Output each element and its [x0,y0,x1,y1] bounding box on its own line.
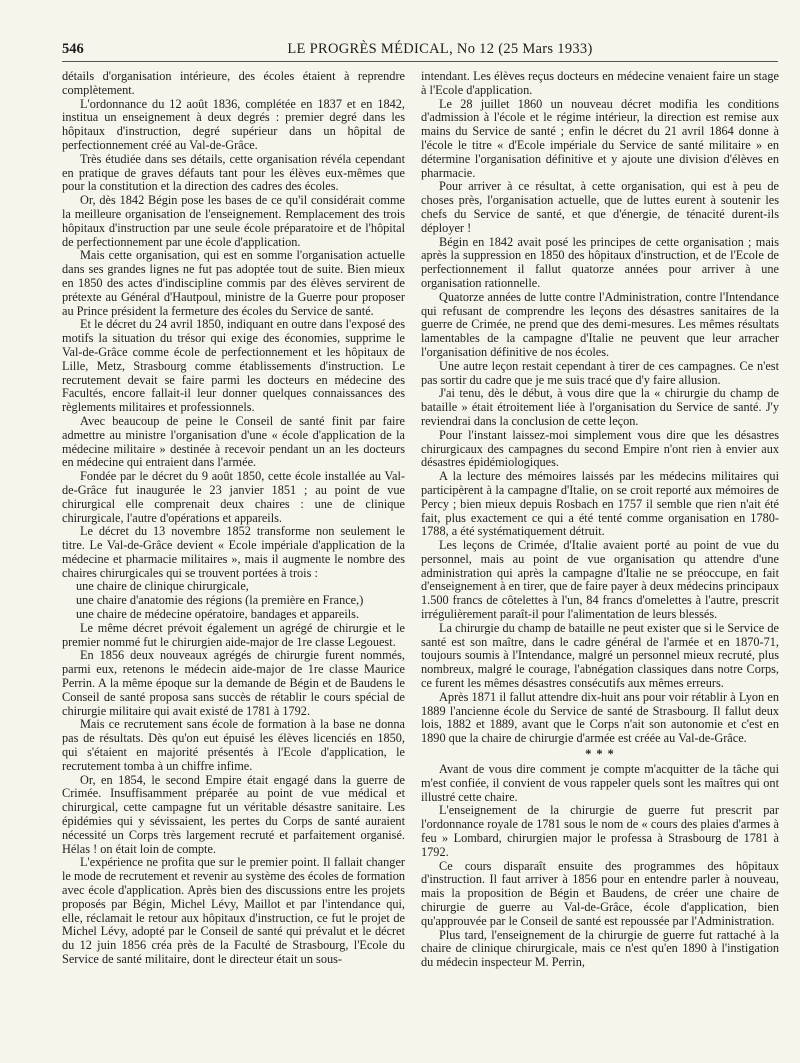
right-column [421,70,779,970]
paragraph: intendant. Les élèves reçus docteurs en médecine venaient faire un stage à l'Ecole d'application. [421,69,779,97]
paragraph: Avec beaucoup de peine le Conseil de santé finit par faire admettre au ministre l'organisation d'une « école d'application de la médecine militaire » destinée à recevoir pendant un an les docteurs en médecine qui entraient dans l'armée. [62,413,405,470]
paragraph: Avant de vous dire comment je compte m'acquitter de la tâche qui m'est confiée, il convient de vous rappeler quels sont les maîtres qui ont illustré cette chaire. [421,762,779,804]
paragraph: En 1856 deux nouveaux agrégés de chirurgie furent nommés, parmi eux, retenons le médecin aide-major de 1re classe Maurice Perrin. A la même époque sur la demande de Bégin et de Baudens le Conseil de santé proposa sans succès de rétablir le cours spécial de chirurgie militaire qui avait existé de 1781 à 1792. [62,648,405,718]
paragraph: Plus tard, l'enseignement de la chirurgie de guerre fut rattaché à la chaire de clinique chirurgicale, mais ce n'est qu'en 1890 à l'instigation du médecin inspecteur M. Perrin, [421,927,779,970]
paragraph: une chaire de clinique chirurgicale, [76,579,249,594]
running-head: LE PROGRÈS MÉDICAL, No 12 (25 Mars 1933) [287,41,593,57]
paragraph: Or, en 1854, le second Empire était engagé dans la guerre de Crimée. Insuffisamment préparée au point de vue médical et chirurgical, cette campagne fut un véritable désastre sanitaire. Les épidémies qui y sévissaient, les pertes du Corps de santé auraient nécessité un Corps très largement recruté et parfaitement organisé. Hélas ! on était loin de compte. [62,772,405,856]
paragraph: Pour l'instant laissez-moi simplement vous dire que les désastres chirurgicaux des campagnes du second Empire n'ont rien à envier aux désastres épidémiologiques. [421,427,779,470]
paragraph: détails d'organisation intérieure, des écoles étaient à reprendre complètement. [62,69,405,97]
paragraph: L'expérience ne profita que sur le premier point. Il fallait changer le mode de recrutement et revenir au système des écoles de formation avec école d'application. Après bien des discussions entre les projets proposés par Bégin, Michel Lévy, Maillot et par l'intendance qui, elle, réclamait le retour aux hôpitaux d'instruction, ce fut le projet de Michel Lévy, adopté par le Conseil de santé qui prévalut et le décret du 12 juin 1856 créa près de la Faculté de Strasbourg, l'Ecole du Service de santé militaire, dont le directeur était un sous- [62,855,405,966]
page-number: 546 [62,41,84,57]
paragraph: Les leçons de Crimée, d'Italie avaient porté au point de vue du personnel, mais au point de vue organisation qu attendre d'une administration qui après la campagne d'Italie ne se préoccupe, en fait d'enseignement à en tirer, que de faire payer à deux médecins principaux 1.500 francs de côtelettes à l'un, 84 francs d'omelettes à l'autre, prescrit irrégulièrement paraît-il pour l'alimentation de leurs blessés. [421,538,779,622]
paragraph: Pour arriver à ce résultat, à cette organisation, qui est à peu de choses près, l'organisation actuelle, que de luttes eurent à soutenir les chefs du Service de santé, et que d'énergie, de ténacité durent-ils déployer ! [421,179,779,235]
paragraph: J'ai tenu, dès le début, à vous dire que la « chirurgie du champ de bataille » était étroitement liée à l'organisation du Service de santé. J'y reviendrai dans la conclusion de cette leçon. [421,386,779,428]
paragraph: Après 1871 il fallut attendre dix-huit ans pour voir rétablir à Lyon en 1889 l'ancienne école du Service de santé de Strasbourg. Il fallut deux lois, 1882 et 1889, avant que le Corps n'ait son autonomie et c'est en 1890 que la chaire de chirurgie d'armée est créée au Val-de-Grâce. [421,689,779,746]
paragraph: Et le décret du 24 avril 1850, indiquant en outre dans l'exposé des motifs la situation du trésor qui exige des économies, supprime le Val-de-Grâce comme école de perfectionnement et les hôpitaux de Lille, Metz, Strasbourg comme établissements d'instruction. Le recrutement devait se faire parmi les docteurs en médecine des Facultés, encore fallait-il leur donner quelques connaissances des règlements militaires et professionnels. [62,317,405,415]
page-header [62,41,778,62]
paragraph: Or, dès 1842 Bégin pose les bases de ce qu'il considérait comme la meilleure organisation de l'enseignement. Remplacement des trois hôpitaux d'instruction par une seule école préparatoire et de l'hôpital de perfectionnement par une école d'application. [62,193,405,249]
left-column [62,70,405,967]
paragraph: une chaire de médecine opératoire, bandages et appareils. [76,607,360,622]
paragraph: L'ordonnance du 12 août 1836, complétée en 1837 et en 1842, institua un enseignement à deux degrés : premier degré dans les hôpitaux d'instruction, degré supérieur dans un hôpital de perfectionnement créé au Val-de-Grâce. [62,96,405,152]
paragraph: Mais ce recrutement sans école de formation à la base ne donna pas de résultats. Dès qu'on eut épuisé les élèves licenciés en 1850, qui s'étaient en majorité présentés à l'Ecole d'application, le recrutement tomba à un chiffre infime. [62,717,405,773]
paragraph: Le décret du 13 novembre 1852 transforme non seulement le titre. Le Val-de-Grâce devient « Ecole impériale d'application de la médecine et pharmacie militaires », mais il augmente le nombre des chaires chirurgicales qui se trouvent portées à trois : [62,524,405,580]
paragraph: Bégin en 1842 avait posé les principes de cette organisation ; mais après la suppression en 1850 des hôpitaux d'instruction, et de l'Ecole de perfectionnement il fallut quatorze années pour arriver à une organisation rationnelle. [421,234,779,290]
paragraph: Mais cette organisation, qui est en somme l'organisation actuelle dans ses grandes lignes ne fut pas adoptée tout de suite. Bien mieux en 1850 des actes d'indiscipline commis par des élèves servirent de prétexte au Général d'Hautpoul, ministre de la Guerre pour proposer au Prince président la fermeture des écoles du Service de santé. [62,248,405,318]
paragraph: A la lecture des mémoires laissés par les médecins militaires qui participèrent à la campagne d'Italie, on se croit reporté aux mémoires de Percy ; bien mieux depuis Rosbach en 1757 il semble que rien n'ait été fait, plus exactement ce qui a été tenté comme organisation en 1780-1788, a été systématiquement détruit. [421,469,779,539]
paragraph: Très étudiée dans ses détails, cette organisation révéla cependant en pratique de graves défauts tant pour les élèves eux-mêmes que pour la constitution et la direction des cadres des écoles. [62,151,405,194]
section-separator: * * * [585,747,615,762]
paragraph: L'enseignement de la chirurgie de guerre fut prescrit par l'ordonnance royale de 1781 sous le nom de « cours des plaies d'armes à feu » Lombard, chirurgien major le professa à Strasbourg de 1781 à 1792. [421,803,779,859]
paragraph: Le même décret prévoit également un agrégé de chirurgie et le premier nommé fut le chirurgien aide-major de 1re classe Legouest. [62,620,405,649]
paragraph: Fondée par le décret du 9 août 1850, cette école installée au Val-de-Grâce fut inaugurée le 23 janvier 1851 ; au point de vue chirurgical elle comprenait deux chaires : une de clinique chirurgicale, l'autre d'opérations et appareils. [62,469,405,525]
paragraph: La chirurgie du champ de bataille ne peut exister que si le Service de santé est son maître, dans le cadre général de l'armée et en 1870-71, toujours soumis à l'Intendance, malgré un personnel mieux recruté, plus nombreux, malgré le courage, l'abnégation classiques dans notre Corps, ce furent les mêmes désastres consécutifs aux mêmes erreurs. [421,620,779,691]
paragraph: Le 28 juillet 1860 un nouveau décret modifia les conditions d'admission à l'école et le régime intérieur, la direction est remise aux mains du Service de santé ; enfin le décret du 21 avril 1864 donne à l'école le titre « d'Ecole impériale du Service de santé militaire » en détermine l'organisation définitive et y ajoute une division d'élèves en pharmacie. [421,96,779,180]
paragraph: Quatorze années de lutte contre l'Administration, contre l'Intendance qui refusant de comprendre les leçons des désastres sanitaires de la guerre de Crimée, ne prend que des demi-mesures. Les mêmes résultats lamentables de la campagne d'Italie ne peuvent que leur arracher l'organisation définitive de nos écoles. [421,289,779,359]
paragraph: Ce cours disparaît ensuite des programmes des hôpitaux d'instruction. Il faut arriver à 1856 pour en entendre parler à nouveau, mais la proposition de Bégin et Baudens, de créer une chaire de chirurgie de guerre au Val-de-Grâce, école d'application, bien qu'approuvée par le Conseil de santé est repoussée par l'Administration. [421,858,779,928]
paragraph: une chaire d'anatomie des régions (la première en France,) [76,593,364,608]
paragraph: Une autre leçon restait cependant à tirer de ces campagnes. Ce n'est pas sortir du cadre que je me suis tracé que d'y faire allusion. [421,358,779,387]
